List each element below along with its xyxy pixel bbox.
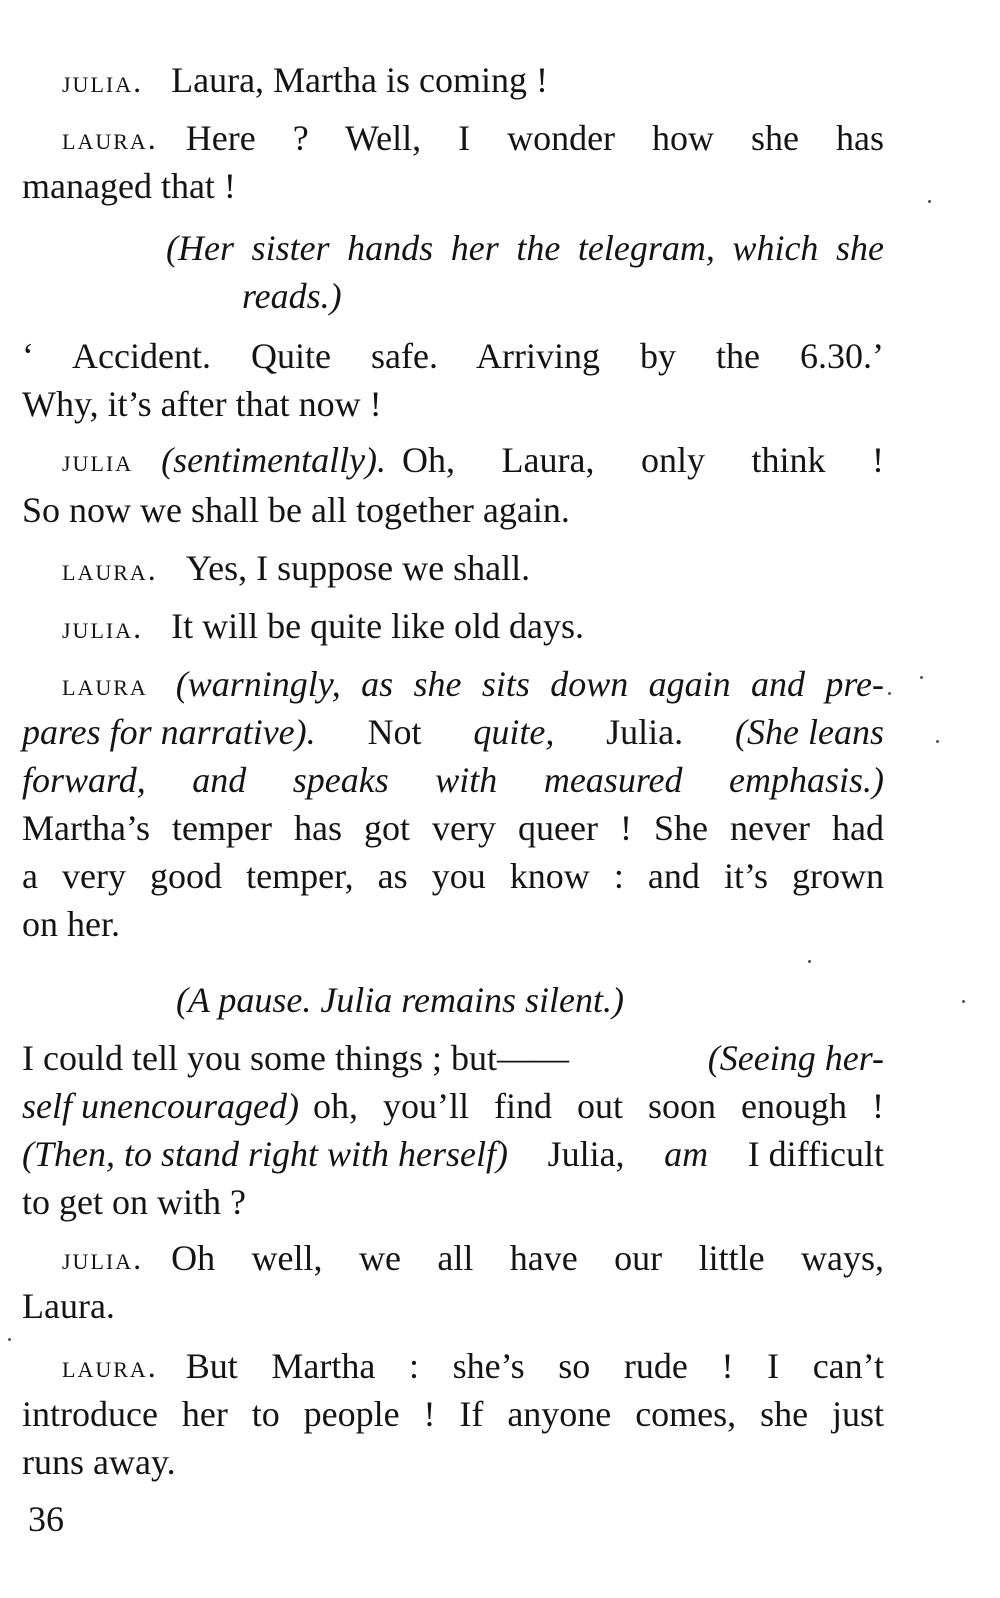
speaker-label: julia. [62, 63, 144, 99]
stage-direction [176, 980, 624, 1020]
scan-speck [8, 1338, 11, 1341]
stage-direction-inline: (warningly, as she sits down again and pre- [175, 664, 884, 704]
scan-speck [936, 740, 939, 743]
text-line [22, 1038, 884, 1078]
stage-direction-inline: (sentimentally). [161, 440, 387, 480]
stage-direction-text: forward, and speaks with measured emphasis.) [22, 760, 884, 800]
stage-direction-inline: self unencouraged) [22, 1086, 299, 1126]
dialogue-text: oh, you’ll find out soon enough ! [312, 1086, 884, 1126]
stage-direction-inline: (Seeing her- [707, 1038, 884, 1078]
speaker-label: laura. [62, 120, 158, 156]
stage-direction [166, 228, 884, 268]
stage-direction [22, 760, 884, 800]
speaker-label: laura. [62, 1348, 158, 1384]
dialogue-text: Julia. [606, 712, 684, 752]
text-line [62, 1238, 884, 1278]
text-line [22, 1394, 884, 1434]
text-line [22, 808, 884, 848]
dialogue-text: introduce her to people ! If anyone comes, she just [22, 1394, 884, 1434]
dialogue-text: So now we shall be all together again. [22, 490, 570, 530]
text-line [62, 60, 548, 101]
dialogue-text: Oh, Laura, only think ! [402, 440, 884, 480]
dialogue-text: a very good temper, as you know : and it’s grown [22, 856, 884, 896]
text-line [22, 1286, 115, 1326]
stage-direction-text: (A pause. Julia remains silent.) [176, 980, 624, 1020]
text-line [22, 856, 884, 896]
text-line [62, 664, 884, 704]
stage-direction [242, 276, 342, 316]
stage-direction-inline: (She leans [735, 712, 884, 752]
dialogue-text: runs away. [22, 1442, 176, 1482]
dialogue-text: Laura, Martha is coming ! [171, 60, 548, 100]
text-line [62, 118, 884, 158]
text-line [62, 548, 530, 589]
dialogue-text: Oh well, we all have our little ways, [171, 1238, 884, 1278]
dialogue-text: Julia, [547, 1134, 625, 1174]
speaker-label: julia. [62, 609, 144, 645]
text-line [22, 490, 570, 530]
text-line [22, 336, 884, 376]
text-line [22, 384, 382, 424]
stage-direction-text: (Her sister hands her the telegram, which she [166, 228, 884, 268]
text-line [62, 1346, 884, 1386]
text-line [22, 1182, 246, 1222]
speaker-label: julia. [62, 1240, 144, 1276]
stage-direction-text: reads.) [242, 276, 342, 316]
dialogue-text: Not [367, 712, 422, 752]
dialogue-text: I could tell you some things ; but—— [22, 1038, 569, 1078]
page-number: 36 [28, 1499, 64, 1539]
text-line [22, 166, 236, 206]
text-line [22, 1086, 884, 1126]
scan-speck [928, 200, 931, 203]
dialogue-text: Martha’s temper has got very queer ! She never had [22, 808, 884, 848]
dialogue-text: Why, it’s after that now ! [22, 384, 382, 424]
scan-speck [888, 692, 891, 695]
dialogue-text: ‘ Accident. Quite safe. Arriving by the 6.30.’ [22, 336, 884, 376]
dialogue-text: Yes, I suppose we shall. [185, 548, 531, 588]
dialogue-text: on her. [22, 904, 120, 944]
text-line [22, 904, 120, 944]
text-line [62, 606, 584, 647]
dialogue-text: It will be quite like old days. [171, 606, 585, 646]
dialogue-text: Laura. [22, 1286, 115, 1326]
text-line [22, 1442, 176, 1482]
dialogue-text: managed that ! [22, 166, 236, 206]
text-line [22, 712, 884, 752]
speaker-label: laura. [62, 551, 158, 587]
text-line [62, 440, 884, 480]
dialogue-text: But Martha : she’s so rude ! I can’t [185, 1346, 884, 1386]
stage-direction-inline: pares for narrative). [22, 712, 316, 752]
text-line [22, 1134, 884, 1174]
scan-speck [920, 676, 923, 679]
stage-direction-inline: (Then, to stand right with herself) [22, 1134, 508, 1174]
stage-direction-inline: am [664, 1134, 709, 1174]
stage-direction-inline: quite, [473, 712, 555, 752]
dialogue-text: to get on with ? [22, 1182, 246, 1222]
scan-speck [962, 1000, 965, 1003]
speaker-label: julia [62, 442, 134, 478]
scan-speck [808, 960, 811, 963]
dialogue-text: I difficult [747, 1134, 884, 1174]
speaker-label: laura [62, 666, 148, 702]
dialogue-text: Here ? Well, I wonder how she has [185, 118, 884, 158]
